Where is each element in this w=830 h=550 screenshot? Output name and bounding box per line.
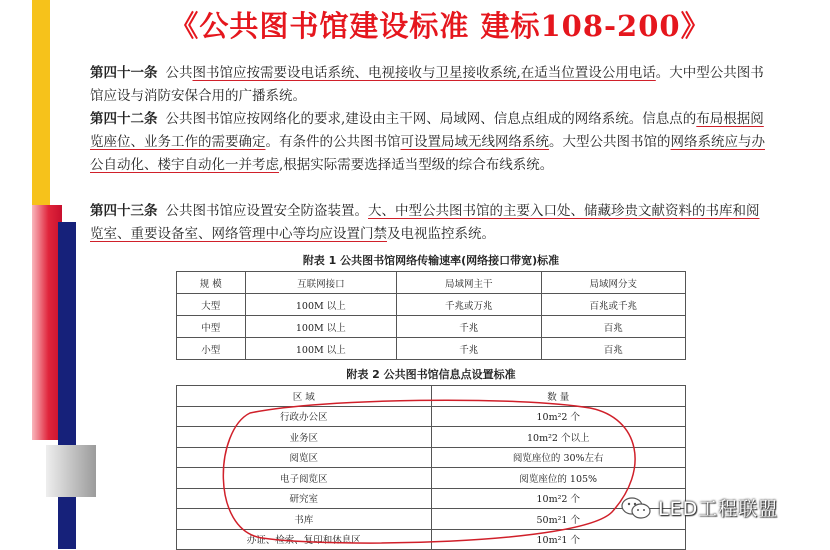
- table-cell: 研究室: [177, 488, 432, 509]
- table-cell: 阅览座位的 105%: [431, 468, 686, 489]
- article-text: ,根据实际需要选择适当型级的综合布线系统。: [279, 157, 554, 173]
- table-cell: 业务区: [177, 427, 432, 448]
- table-cell: 阅览区: [177, 447, 432, 468]
- table-cell: 阅览座位的 30%左右: [431, 447, 686, 468]
- underlined-text: 网络系统应与办公自动化、楼宇自动化一并考虑: [90, 134, 765, 173]
- table-cell: 行政办公区: [177, 406, 432, 427]
- underlined-text: 可设置局域无线网络系统: [400, 134, 549, 150]
- table-cell: 100M 以上: [245, 294, 397, 316]
- table-cell: 百兆或千兆: [541, 294, 685, 316]
- watermark-text: LED工程联盟: [658, 498, 779, 520]
- table-cell: 10m²2 个: [431, 406, 686, 427]
- article-text: 。有条件的公共图书馆: [265, 134, 401, 150]
- table-header-cell: 区 域: [177, 386, 432, 407]
- table-header-cell: 局域网主干: [397, 272, 541, 294]
- table-cell: 百兆: [541, 316, 685, 338]
- article-text: 公共图书馆应按网络化的要求,建设由主干网、局域网、信息点组成的网络系统。信息点的: [165, 111, 697, 127]
- table-header-cell: 互联网接口: [245, 272, 397, 294]
- article-text: 。大型公共图书馆的: [549, 134, 671, 150]
- article-text: 公共: [165, 65, 193, 81]
- table-cell: 办证、检索、复印和休息区: [177, 529, 432, 550]
- slide-title: 《公共图书馆建设标准 建标108-200》: [169, 9, 711, 43]
- table-cell: 10m²2 个以上: [431, 427, 686, 448]
- article-text: 及电视监控系统。: [387, 226, 495, 242]
- table-header-cell: 规 模: [177, 272, 246, 294]
- table-header-cell: 数 量: [431, 386, 686, 407]
- table-cell: 10m²1 个: [431, 529, 686, 550]
- article-label: 第四十一条: [90, 65, 158, 81]
- article-label: 第四十二条: [90, 111, 158, 127]
- table1-caption: 附表 1 公共图书馆网络传输速率(网络接口带宽)标准: [302, 254, 560, 267]
- table-header-cell: 局域网分支: [541, 272, 685, 294]
- table-cell: 千兆或万兆: [397, 294, 541, 316]
- watermark: [620, 494, 778, 521]
- article-text: 公共图书馆应设置安全防盗装置。: [165, 203, 368, 219]
- wechat-icon: [620, 495, 652, 521]
- table-cell: 千兆: [397, 338, 541, 360]
- table-cell: 中型: [177, 316, 246, 338]
- table-cell: 百兆: [541, 338, 685, 360]
- table-cell: 大型: [177, 294, 246, 316]
- article-text: 。大中型公共图书馆应设与消防安保合用的广播系统。: [90, 65, 764, 104]
- article-label: 第四十三条: [90, 203, 158, 219]
- table2-caption: 附表 2 公共图书馆信息点设置标准: [346, 368, 516, 381]
- table-cell: 100M 以上: [245, 338, 397, 360]
- underlined-text: 图书馆应按需要设电话系统、电视接收与卫星接收系统,在适当位置设公用电话: [192, 65, 656, 81]
- table-cell: 书库: [177, 509, 432, 530]
- underlined-text: 大、中型公共图书馆的主要入口处、储藏珍贵文献资料的书库和阅览室、重要设备室、网络管理中心等均应设置门禁: [90, 203, 760, 242]
- table-cell: 100M 以上: [245, 316, 397, 338]
- underlined-text: 布局根据阅览座位、业务工作的需要确定: [90, 111, 764, 150]
- table-cell: 千兆: [397, 316, 541, 338]
- table-cell: 50m²1 个: [431, 509, 686, 530]
- table-cell: 10m²2 个: [431, 488, 686, 509]
- table-cell: 小型: [177, 338, 246, 360]
- table-cell: 电子阅览区: [177, 468, 432, 489]
